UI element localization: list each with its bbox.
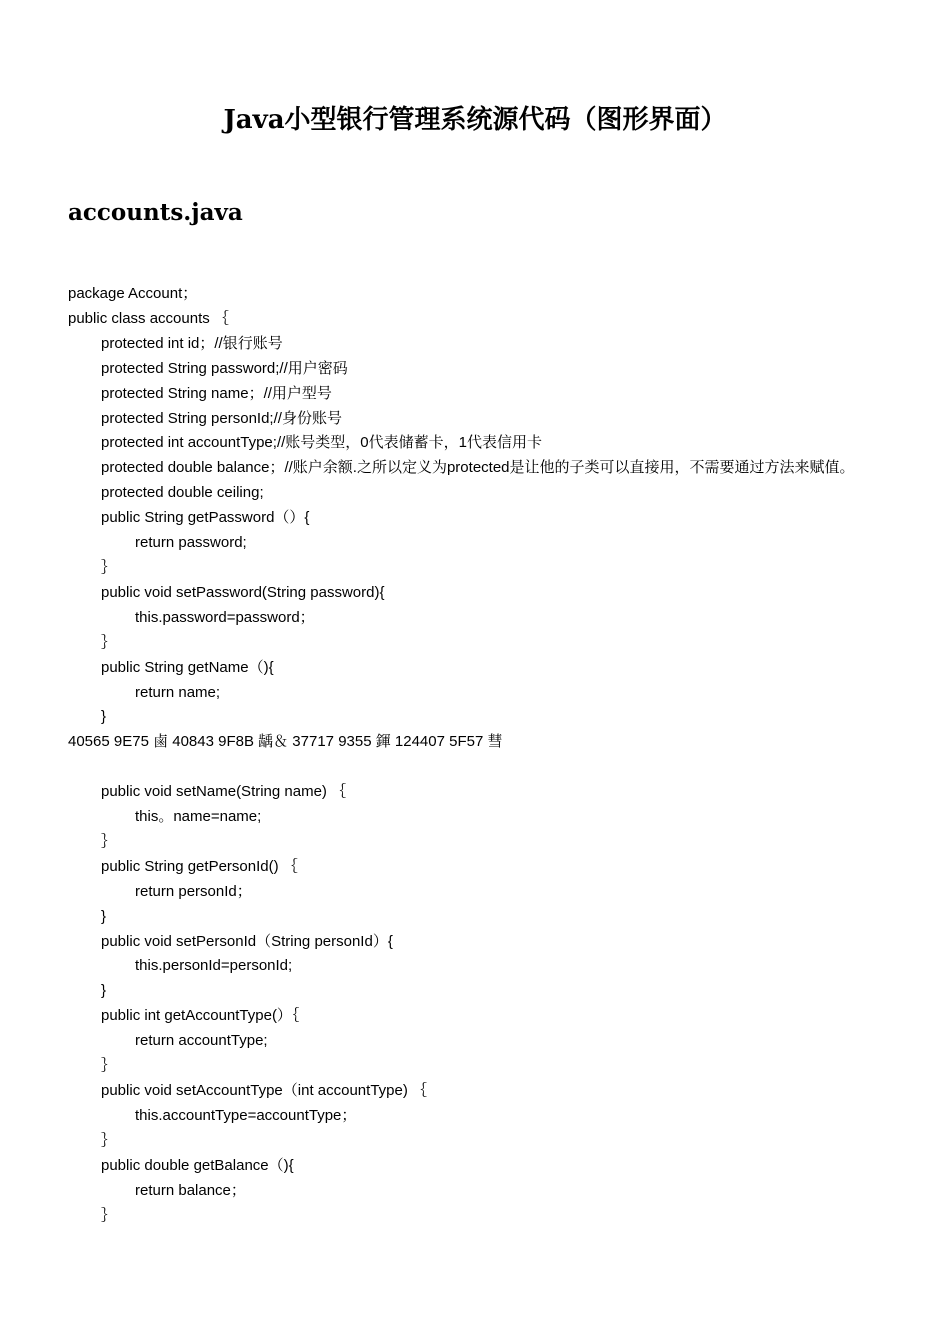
code-line-blank	[68, 755, 883, 780]
code-line-close-brace: }	[101, 982, 107, 1000]
code-line-field-person-id: protected String personId;//身份账号	[101, 409, 342, 427]
code-line-return-password: return password;	[135, 534, 247, 552]
code-line-field-balance: protected double balance；//账户余额.之所以定义为protected是让他的子类可以直接用，不需要通过方法来赋值。	[101, 459, 855, 477]
code-line-set-person-id: public void setPersonId（String personId）{	[101, 932, 393, 950]
code-line-close-brace: ｝	[101, 1206, 117, 1224]
code-line-close-brace: ｝	[101, 832, 117, 850]
code-line-close-brace: ｝	[101, 633, 117, 651]
code-line-return-name: return name;	[135, 683, 221, 701]
code-line-get-name: public String getName（){	[101, 658, 274, 676]
code-line-return-account-type: return accountType;	[135, 1032, 268, 1050]
code-line-return-person-id: return personId；	[135, 882, 252, 900]
code-line-close-brace: ｝	[101, 1131, 117, 1149]
code-line-assign-person-id: this.personId=personId;	[135, 957, 293, 975]
code-line-close-brace: }	[101, 907, 107, 925]
code-line-field-name: protected String name；//用户型号	[101, 384, 332, 402]
code-line-get-person-id: public String getPersonId() ｛	[101, 857, 298, 875]
code-line-field-ceiling: protected double ceiling;	[101, 484, 264, 502]
code-line-get-account-type: public int getAccountType(）｛	[101, 1007, 300, 1025]
code-line-return-balance: return balance；	[135, 1181, 246, 1199]
code-line-close-brace: ｝	[101, 558, 117, 576]
code-line-assign-name: this。name=name;	[135, 808, 262, 826]
code-line-field-id: protected int id；//银行账号	[101, 334, 283, 352]
code-line-get-balance: public double getBalance（){	[101, 1156, 294, 1174]
code-line-field-password: protected String password;//用户密码	[101, 359, 348, 377]
code-line-get-password: public String getPassword（）{	[101, 509, 310, 527]
code-line-assign-password: this.password=password；	[135, 608, 315, 626]
code-block	[68, 282, 883, 1228]
code-line-field-account-type: protected int accountType;//账号类型，0代表储蓄卡，1代表信用卡	[101, 434, 542, 452]
code-line-set-account-type: public void setAccountType（int accountType) ｛	[101, 1081, 428, 1099]
code-line-close-brace: ｝	[101, 1057, 117, 1075]
document-title: Java小型银行管理系统源代码（图形界面）	[223, 105, 727, 135]
code-line-assign-account-type: this.accountType=accountType；	[135, 1106, 357, 1124]
code-line-close-brace: }	[101, 708, 107, 726]
code-line-package: package Account；	[68, 285, 198, 302]
code-line-set-password: public void setPassword(String password){	[101, 583, 385, 601]
code-line-set-name: public void setName(String name) ｛	[101, 783, 347, 801]
code-line-class-declaration: public class accounts ｛	[68, 309, 229, 327]
file-heading: accounts.java	[68, 199, 243, 226]
code-line-garbled-text: 40565 9E75 鹵 40843 9F8B 龋＆ 37717 9355 鍕 124407 5F57 彗	[68, 733, 503, 751]
